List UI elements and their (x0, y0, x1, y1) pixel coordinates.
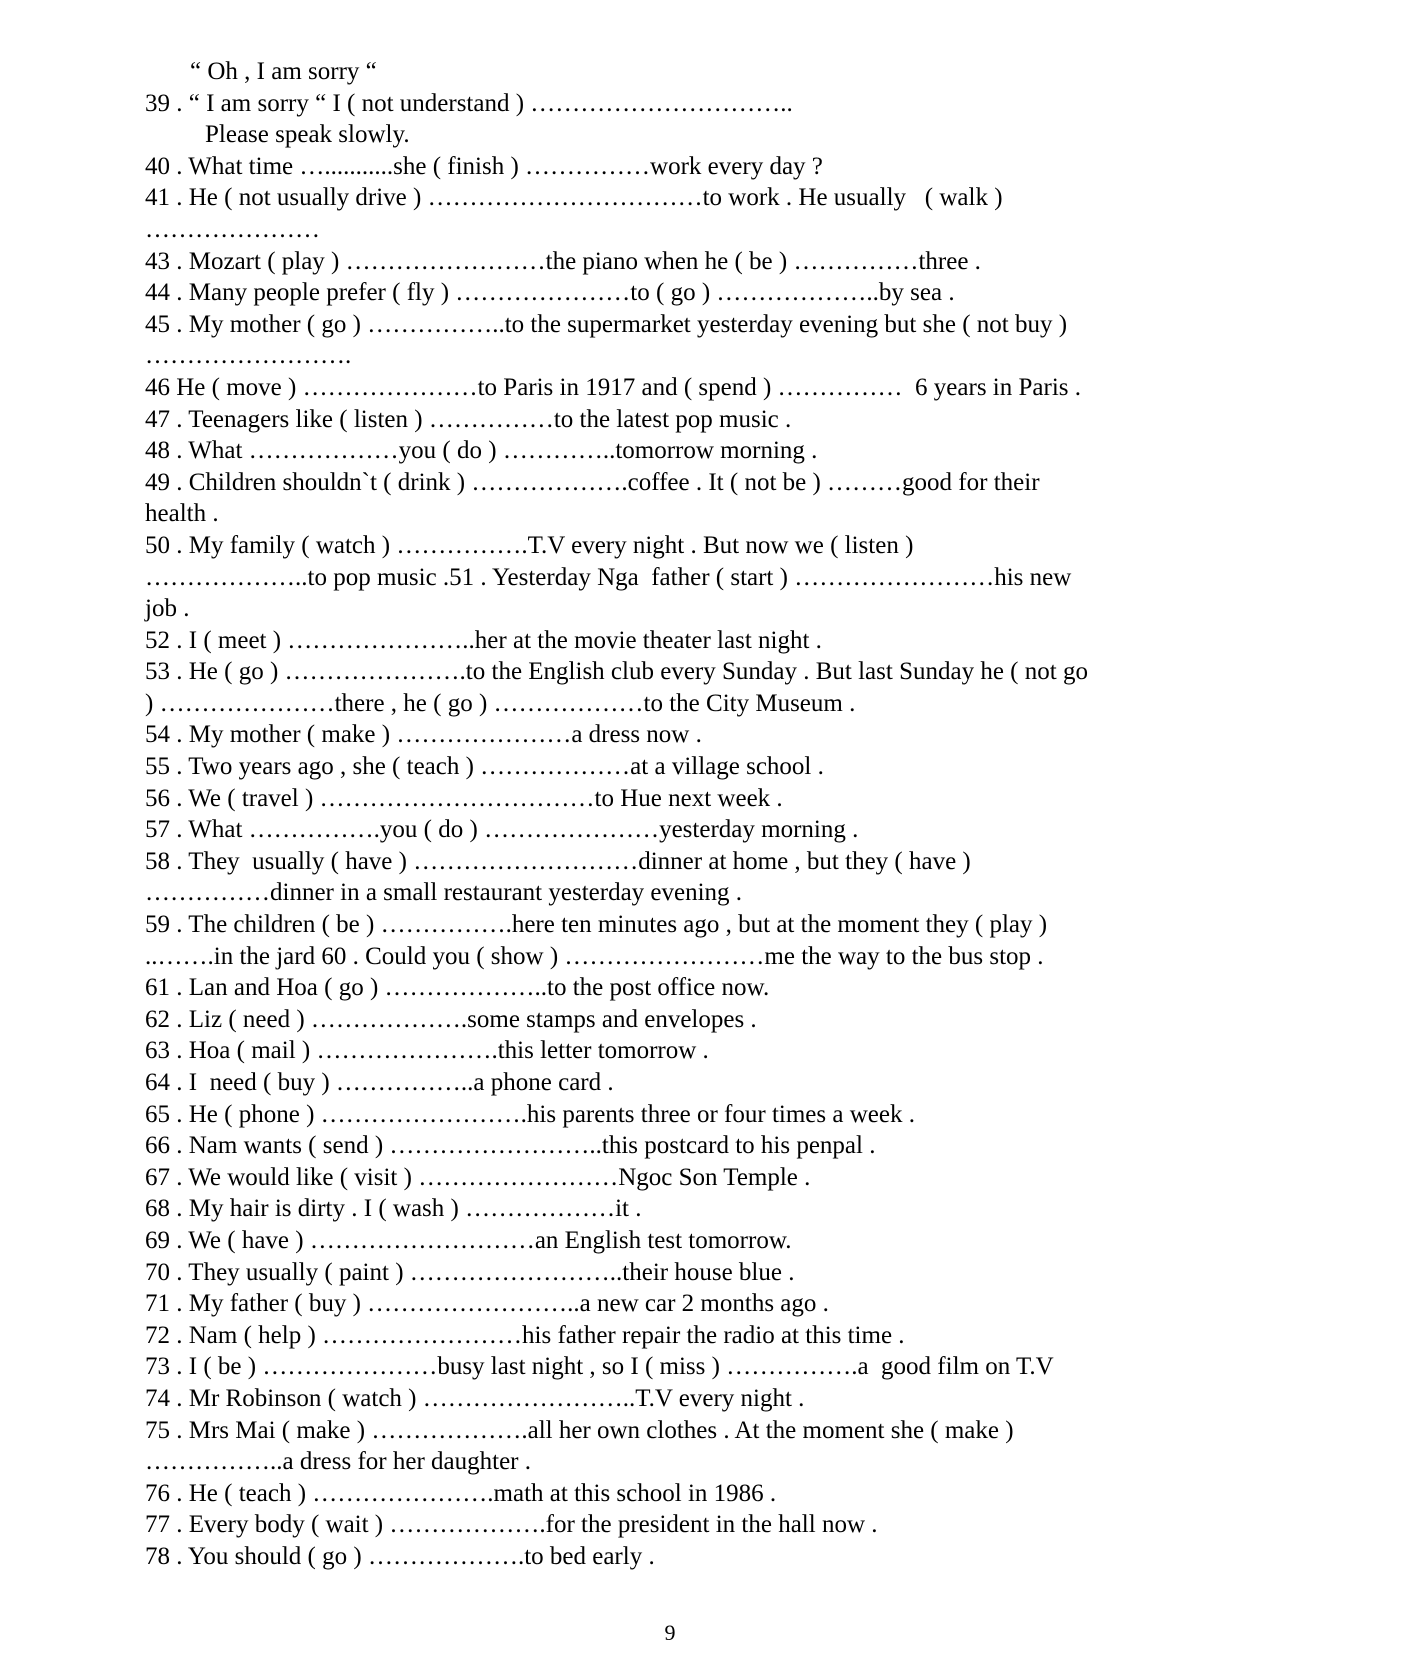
text-line: 71 . My father ( buy ) ……………………..a new car 2 months ago . (145, 1290, 829, 1318)
text-line: 62 . Liz ( need ) ……………….some stamps and envelopes . (145, 1005, 757, 1033)
text-line: health . (145, 500, 219, 528)
text-line: ……………..a dress for her daughter . (145, 1448, 532, 1476)
text-line: 48 . What ………………you ( do ) …………..tomorrow morning . (145, 437, 818, 465)
text-line: ………………… (145, 215, 320, 243)
text-line: ………………..to pop music .51 . Yesterday Nga father ( start ) ……………………his new (145, 563, 1072, 591)
text-line: job . (145, 595, 190, 623)
text-line: 65 . He ( phone ) …………………….his parents three or four times a week . (145, 1100, 915, 1128)
text-line: ……………dinner in a small restaurant yesterday evening . (145, 879, 743, 907)
text-line: 46 He ( move ) …………………to Paris in 1917 and ( spend ) …………… 6 years in Paris . (145, 373, 1081, 401)
text-line: 45 . My mother ( go ) ……………..to the supermarket yesterday evening but she ( not buy ) (145, 310, 1068, 338)
text-line: 68 . My hair is dirty . I ( wash ) ………………it . (145, 1195, 642, 1223)
text-line: 77 . Every body ( wait ) ……………….for the president in the hall now . (145, 1511, 878, 1539)
text-line: 76 . He ( teach ) ………………….math at this school in 1986 . (145, 1479, 777, 1507)
text-line: 64 . I need ( buy ) ……………..a phone card . (145, 1069, 614, 1096)
text-line: 69 . We ( have ) ………………………an English test tomorrow. (145, 1226, 792, 1254)
exercise-text-block (145, 56, 1255, 1573)
text-line: ..…….in the jard 60 . Could you ( show ) ……………………me the way to the bus stop . (145, 942, 1044, 970)
text-line: 54 . My mother ( make ) …………………a dress now . (145, 721, 702, 749)
text-line: 74 . Mr Robinson ( watch ) ……………………..T.V every night . (145, 1384, 805, 1412)
text-line: 73 . I ( be ) …………………busy last night , so I ( miss ) …………….a good film on T.V (145, 1353, 1054, 1381)
text-line: 47 . Teenagers like ( listen ) ……………to the latest pop music . (145, 405, 792, 433)
text-line: 72 . Nam ( help ) ……………………his father repair the radio at this time . (145, 1321, 905, 1349)
text-line: 66 . Nam wants ( send ) ……………………..this postcard to his penpal . (145, 1132, 876, 1160)
text-line: 57 . What …………….you ( do ) …………………yesterday morning . (145, 816, 859, 844)
text-line: 41 . He ( not usually drive ) ……………………………to work . He usually ( walk ) (145, 184, 1003, 212)
text-line: 53 . He ( go ) ………………….to the English club every Sunday . But last Sunday he ( not go (145, 658, 1088, 686)
text-line: 63 . Hoa ( mail ) ………………….this letter tomorrow . (145, 1037, 709, 1065)
text-line: 55 . Two years ago , she ( teach ) ………………at a village school . (145, 753, 824, 781)
text-line: 58 . They usually ( have ) ………………………dinner at home , but they ( have ) (145, 847, 971, 875)
text-line: “ Oh , I am sorry “ (190, 58, 377, 85)
text-line: ……………………. (145, 342, 352, 370)
text-line: 43 . Mozart ( play ) ……………………the piano when he ( be ) ……………three . (145, 247, 981, 275)
text-line: 70 . They usually ( paint ) ……………………..their house blue . (145, 1258, 795, 1286)
text-line: 49 . Children shouldn`t ( drink ) ……………….coffee . It ( not be ) ………good for their (145, 468, 1040, 496)
text-line: 40 . What time …...........she ( finish ) ……………work every day ? (145, 152, 823, 180)
text-line: 75 . Mrs Mai ( make ) ……………….all her own clothes . At the moment she ( make ) (145, 1416, 1014, 1444)
text-line: 59 . The children ( be ) …………….here ten minutes ago , but at the moment they ( play ) (145, 911, 1048, 939)
page-number: 9 (664, 1620, 676, 1645)
text-line: 61 . Lan and Hoa ( go ) ………………..to the post office now. (145, 974, 770, 1002)
text-line: 50 . My family ( watch ) …………….T.V every night . But now we ( listen ) (145, 531, 914, 559)
text-line: Please speak slowly. (205, 121, 410, 149)
text-line: ) …………………there , he ( go ) ………………to the City Museum . (145, 689, 856, 717)
text-line: 44 . Many people prefer ( fly ) …………………to ( go ) ………………..by sea . (145, 279, 955, 307)
text-line: 67 . We would like ( visit ) ……………………Ngoc Son Temple . (145, 1163, 811, 1191)
text-line: 39 . “ I am sorry “ I ( not understand ) ………………………….. (145, 89, 793, 117)
text-line: 52 . I ( meet ) …………………..her at the movie theater last night . (145, 626, 822, 654)
text-line: 78 . You should ( go ) ……………….to bed early . (145, 1542, 655, 1570)
text-line: 56 . We ( travel ) ……………………………to Hue next week . (145, 784, 783, 812)
